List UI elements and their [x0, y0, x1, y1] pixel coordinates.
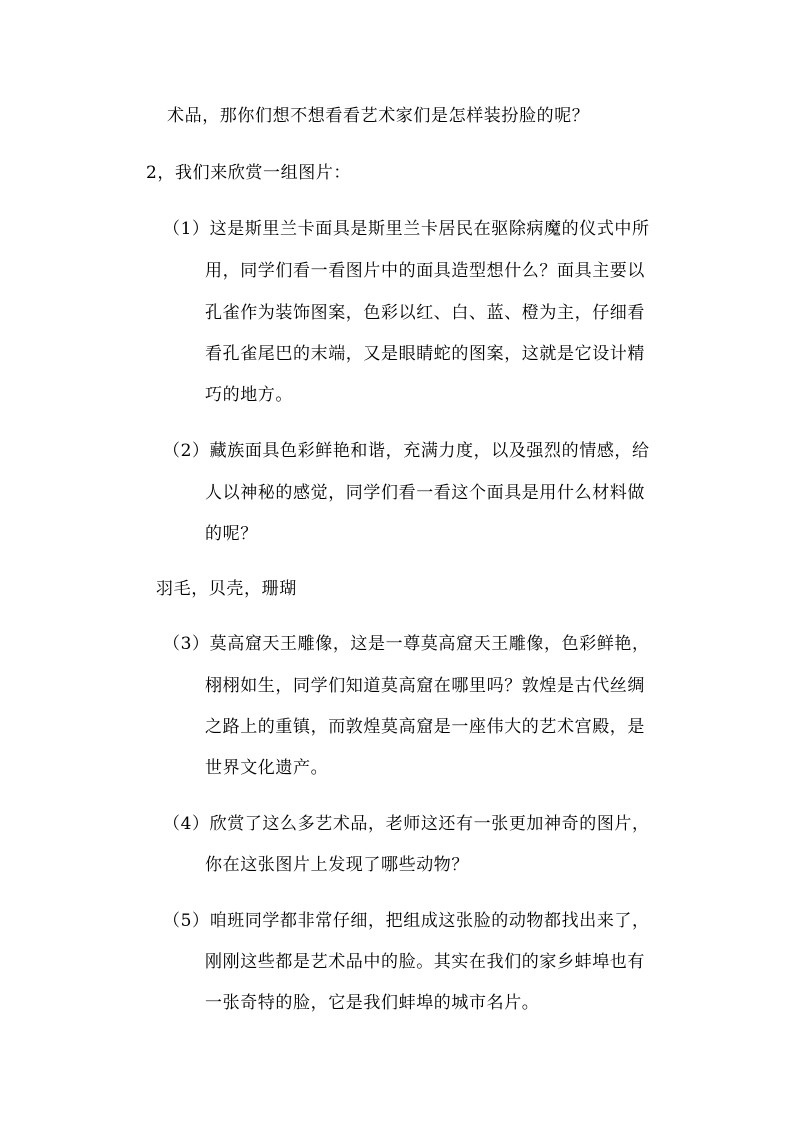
text-line: 世界文化遗产。 — [205, 758, 329, 778]
text-line: 刚刚这些都是艺术品中的脸。其实在我们的家乡蚌埠也有 — [205, 952, 645, 972]
text-line: 术品，那你们想不想看看艺术家们是怎样装扮脸的呢？ — [167, 106, 590, 126]
text-line: （5）咱班同学都非常仔细，把组成这张脸的动物都找出来了， — [163, 911, 650, 931]
text-line: 羽毛，贝壳，珊瑚 — [156, 579, 297, 599]
text-line: 看孔雀尾巴的末端，又是眼睛蛇的图案，这就是它设计精 — [205, 344, 645, 364]
text-line: 2，我们来欣赏一组图片： — [146, 163, 352, 183]
text-line: 的呢？ — [205, 524, 258, 544]
text-line: 用，同学们看一看图片中的面具造型想什么？面具主要以 — [205, 261, 645, 281]
text-line: 孔雀作为装饰图案，色彩以红、白、蓝、橙为主，仔细看 — [205, 303, 645, 323]
text-line: （3）莫高窟天王雕像，这是一尊莫高窟天王雕像，色彩鲜艳， — [163, 634, 650, 654]
text-line: （1）这是斯里兰卡面具是斯里兰卡居民在驱除病魔的仪式中所 — [163, 219, 650, 239]
text-line: 你在这张图片上发现了哪些动物？ — [205, 855, 469, 875]
text-line: （4）欣赏了这么多艺术品，老师这还有一张更加神奇的图片， — [163, 814, 650, 834]
text-line: 一张奇特的脸，它是我们蚌埠的城市名片。 — [205, 993, 540, 1013]
text-line: 栩栩如生，同学们知道莫高窟在哪里吗？敦煌是古代丝绸 — [205, 676, 645, 696]
text-line: 人以神秘的感觉，同学们看一看这个面具是用什么材料做 — [205, 483, 645, 503]
text-line: 之路上的重镇，而敦煌莫高窟是一座伟大的艺术宫殿，是 — [205, 717, 645, 737]
text-line: （2）藏族面具色彩鲜艳和谐，充满力度，以及强烈的情感，给 — [163, 441, 650, 461]
text-line: 巧的地方。 — [205, 385, 293, 405]
